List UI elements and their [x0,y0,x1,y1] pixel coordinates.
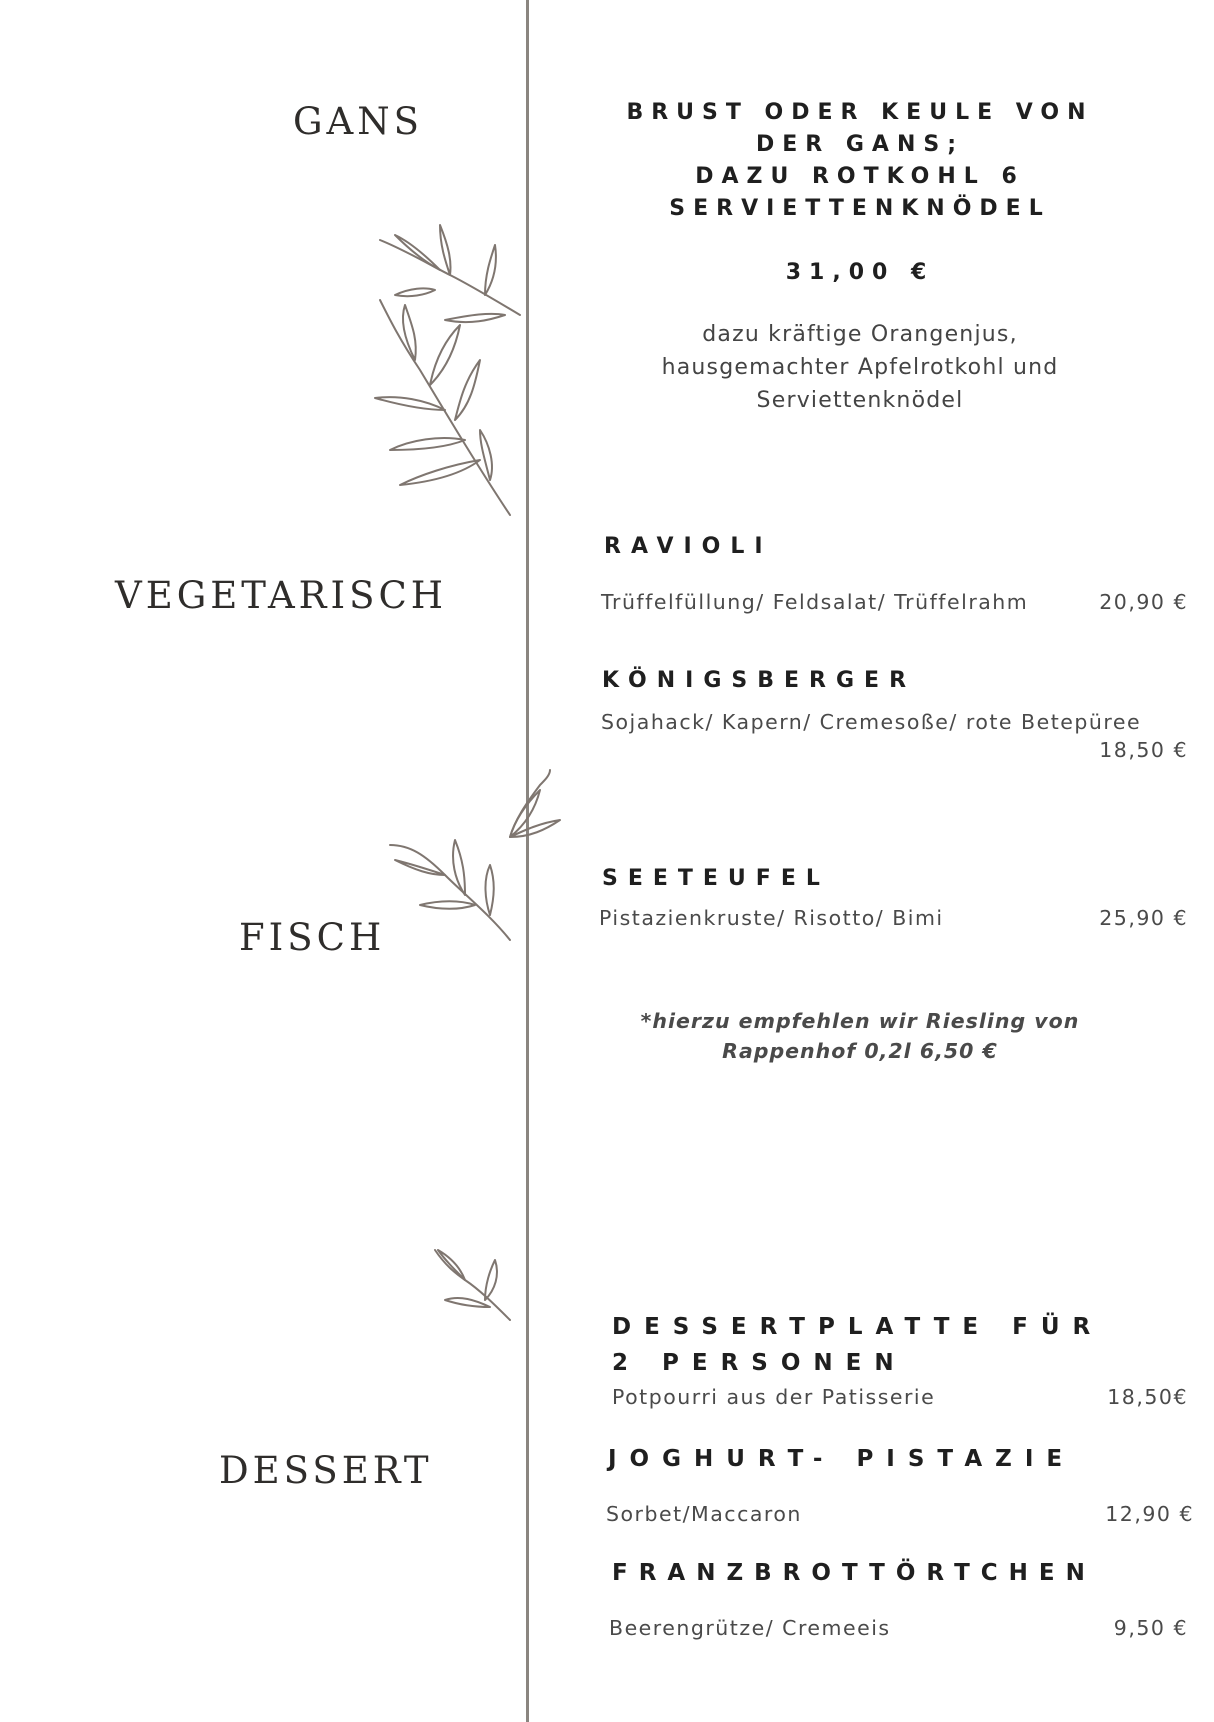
gans-description-line: Serviettenknödel [756,388,964,413]
gans-description-line: hausgemachter Apfelrotkohl und [661,355,1059,380]
gans-price: 31,00 € [785,260,935,285]
item-dessertplatte-name-line: DESSERTPLATTE FÜR [612,1314,1104,1340]
item-franzbrottoertchen-name: FRANZBROTTÖRTCHEN [612,1560,1096,1586]
item-koenigsberger-description: Sojahack/ Kapern/ Cremesoße/ rote Betepüree [601,710,1142,734]
leaf-branch-icon [385,765,585,945]
gans-title-line: DAZU ROTKOHL 6 [695,164,1025,189]
category-vegetarisch: VEGETARISCH [115,574,448,617]
item-koenigsberger-name: KÖNIGSBERGER [602,668,917,693]
leaf-branch-icon [330,220,530,520]
item-seeteufel-description: Pistazienkruste/ Risotto/ Bimi [599,906,944,930]
category-dessert: DESSERT [219,1449,433,1492]
item-seeteufel-price: 25,90 € [1099,906,1188,930]
gans-title-line: BRUST ODER KEULE VON [626,100,1094,125]
gans-title-line: DER GANS; [755,132,965,157]
item-dessertplatte-description: Potpourri aus der Patisserie [612,1385,936,1409]
category-gans: GANS [293,100,423,143]
wine-recommendation-line: Rappenhof 0,2l 6,50 € [722,1039,998,1063]
item-ravioli-price: 20,90 € [1099,590,1188,614]
item-seeteufel-name: SEETEUFEL [602,866,830,891]
leaf-branch-icon [430,1245,530,1325]
item-ravioli-name: RAVIOLI [604,534,773,559]
gans-title [600,97,1120,225]
item-dessertplatte-price: 18,50€ [1107,1385,1188,1409]
wine-recommendation [600,1006,1120,1066]
gans-description-line: dazu kräftige Orangenjus, [702,322,1018,347]
item-ravioli-description: Trüffelfüllung/ Feldsalat/ Trüffelrahm [601,590,1029,614]
item-joghurt-pistazie-description: Sorbet/Maccaron [606,1502,802,1526]
item-franzbrottoertchen-description: Beerengrütze/ Cremeeis [609,1616,891,1640]
item-koenigsberger-price: 18,50 € [1099,738,1188,762]
item-dessertplatte-name [612,1309,1103,1381]
item-franzbrottoertchen-price: 9,50 € [1113,1616,1188,1640]
item-joghurt-pistazie-name: JOGHURT- PISTAZIE [608,1446,1076,1472]
gans-description [600,318,1120,417]
wine-recommendation-line: *hierzu empfehlen wir Riesling von [640,1009,1080,1033]
gans-title-line: SERVIETTENKNÖDEL [669,196,1051,221]
item-dessertplatte-name-line: 2 PERSONEN [612,1350,907,1376]
item-joghurt-pistazie-price: 12,90 € [1105,1502,1194,1526]
category-fisch: FISCH [239,916,386,959]
